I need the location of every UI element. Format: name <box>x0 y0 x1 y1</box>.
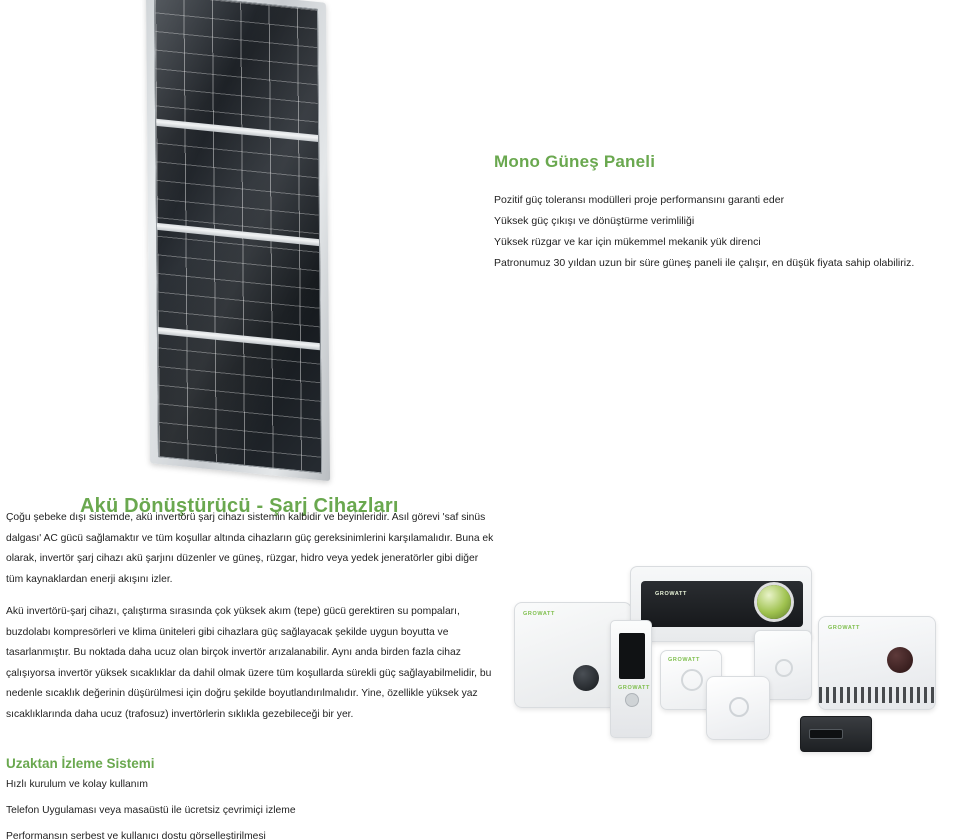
brand-label: GROWATT <box>618 685 650 691</box>
remote-monitoring-list <box>6 772 476 840</box>
paragraph: Akü invertörü-şarj cihazı, çalıştırma sırasında çok yüksek akım (tepe) gücü gerektiren su pompaları, buzdolabı kompresörleri ve klima üniteleri gibi cihazlara güç sağlayacak şekilde uygun boyutta ve tasarlanmıştır. Bu noktada daha ucuz olan birçok invertör arızalanabilir. Aynı anda birden fazla cihaz çalışıyorsa invertör yüksek sıcaklıklar da dahil olmak üzere tüm koşullarda sürekli güç sağlayabilmelidir, bu nedenle sıcaklık değerinin düşürülmesi için doğru şekilde boyutlandırılmalıdır. Yine, özellikle yüksek yaz sıcaklıklarında daha ucuz (trafosuz) invertörlerin sıklıkla gezebileceği bir yer. <box>6 606 492 720</box>
fan-port <box>887 647 913 673</box>
list-item: Patronumuz 30 yıldan uzun bir süre güneş paneli ile çalışır, en düşük fiyata sahip olabiliriz. <box>494 257 915 269</box>
list-item: Telefon Uygulaması veya masaüstü ile ücretsiz çevrimiçi izleme <box>6 805 296 816</box>
brand-label: GROWATT <box>828 625 860 631</box>
indicator-dial <box>573 665 599 691</box>
inverter-unit <box>818 616 936 710</box>
list-item: Pozitif güç toleransı modülleri proje performansını garanti eder <box>494 194 785 206</box>
battery-inverter-title: Akü Dönüştürücü - Şarj Cihazları <box>80 494 399 517</box>
mono-panel-title: Mono Güneş Paneli <box>494 152 656 171</box>
led-display <box>809 729 843 739</box>
mono-panel-section <box>494 152 934 274</box>
paragraph: Çoğu şebeke dışı sistemde, akü invertörü şarj cihazı sistemin kalbidir ve beyinleridir. Asıl görevi 'saf sinüs dalgası' AC gücü sağlamaktır ve tüm koşullar altında cihazların güç gereksinimlerini karşılamalıdır. Buna ek olarak, invertör şarj cihazı akü şarjını düzenler ve güneş, rüzgar, hidro veya yedek jeneratörler gibi diğer tüm kaynaklardan enerji akışını izler. <box>6 512 494 585</box>
brand-label: GROWATT <box>668 657 700 663</box>
indicator-ring <box>775 659 793 677</box>
list-item: Hızlı kurulum ve kolay kullanım <box>6 779 148 790</box>
status-dial <box>757 585 791 619</box>
battery-inverter-body <box>6 508 494 725</box>
remote-monitoring-title: Uzaktan İzleme Sistemi <box>6 755 155 771</box>
indicator-ring <box>681 669 703 691</box>
list-item: Performansın serbest ve kullanıcı dostu görselleştirilmesi <box>6 831 266 840</box>
inverter-product-family-image <box>500 560 950 790</box>
panel-glass <box>154 0 322 473</box>
list-item: Yüksek rüzgar ve kar için mükemmel mekanik yük direnci <box>494 236 761 248</box>
monitoring-device <box>706 676 770 740</box>
brand-label: GROWATT <box>655 591 687 597</box>
controller-device <box>800 716 872 752</box>
solar-panel-image <box>120 0 350 484</box>
list-item: Yüksek güç çıkışı ve dönüştürme verimliliği <box>494 215 695 227</box>
inverter-unit <box>610 620 652 738</box>
panel-frame <box>146 0 330 481</box>
heatsink-fins <box>819 687 935 703</box>
display-panel <box>619 633 645 679</box>
control-knob <box>625 693 639 707</box>
indicator-ring <box>729 697 749 717</box>
brand-label: GROWATT <box>523 611 555 617</box>
mono-panel-feature-list <box>494 190 934 274</box>
